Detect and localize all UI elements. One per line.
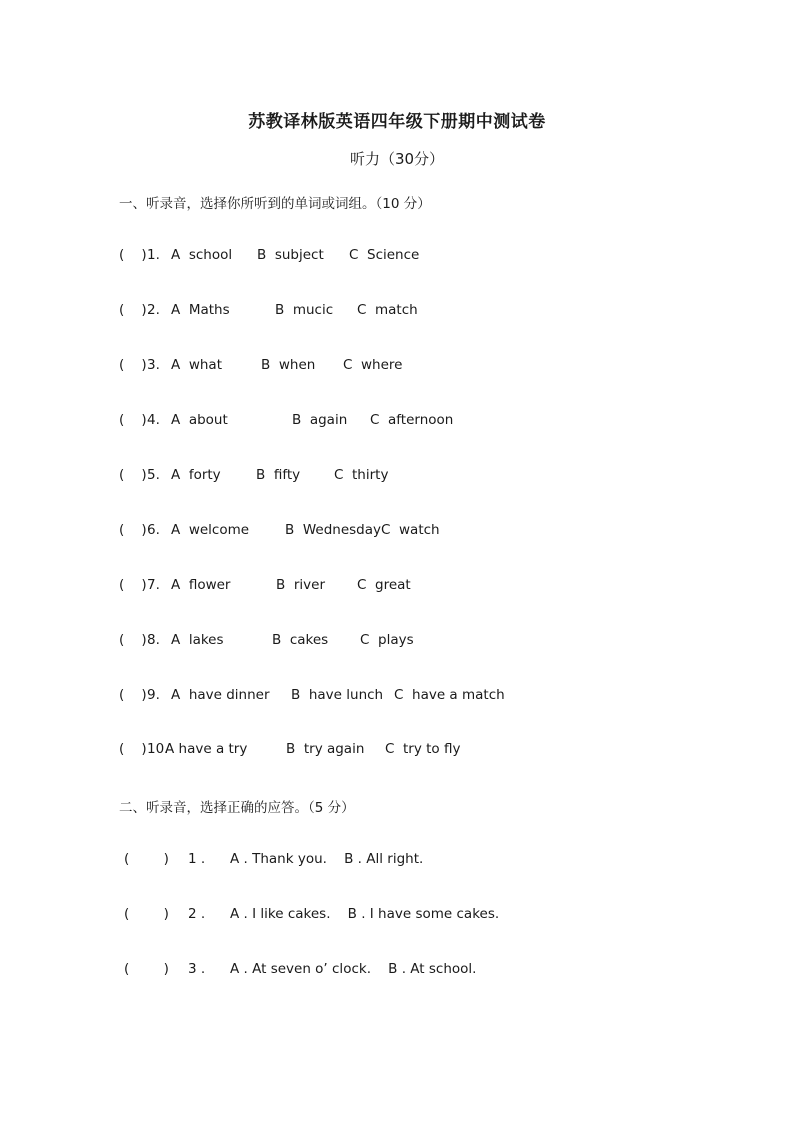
question-row — [119, 302, 418, 322]
question-row — [119, 412, 454, 432]
question-row — [119, 247, 420, 267]
question-row — [119, 357, 403, 377]
option-a: A forty — [171, 467, 221, 483]
option-a: A have dinner — [171, 687, 270, 703]
answer-blank[interactable]: ( ) — [124, 851, 169, 867]
question-number: 4. — [147, 412, 160, 428]
option-a: A Maths — [171, 302, 230, 318]
option-b: B when — [261, 357, 316, 373]
question-number: 5. — [147, 467, 160, 483]
answer-blank[interactable]: ( ) — [124, 906, 169, 922]
answer-options: A . I like cakes. B . I have some cakes. — [230, 906, 500, 922]
question-row — [124, 906, 500, 926]
option-b: B river — [276, 577, 325, 593]
option-b: B subject — [257, 247, 324, 263]
answer-blank[interactable]: ( ) — [119, 687, 147, 703]
question-number: 8. — [147, 632, 160, 648]
option-a: A have a try — [165, 741, 248, 757]
option-b: B have lunch — [291, 687, 384, 703]
answer-options: A . At seven o’ clock. B . At school. — [230, 961, 477, 977]
answer-blank[interactable]: ( ) — [119, 522, 147, 538]
option-b: B try again — [286, 741, 365, 757]
option-c: C great — [357, 577, 411, 593]
page-title: 苏教译林版英语四年级下册期中测试卷 — [248, 112, 546, 132]
option-c: C Science — [349, 247, 420, 263]
option-b: B WednesdayC watch — [285, 522, 440, 538]
option-a: A lakes — [171, 632, 224, 648]
question-number: 2. — [147, 302, 160, 318]
question-row — [119, 687, 505, 707]
option-b: B fifty — [256, 467, 301, 483]
option-a: A school — [171, 247, 233, 263]
page-subtitle: 听力（30分） — [349, 150, 445, 168]
option-c: C where — [343, 357, 403, 373]
question-number: 1. — [147, 247, 160, 263]
question-row — [124, 961, 477, 981]
option-c: C plays — [360, 632, 414, 648]
section-1-heading: 一、听录音，选择你所听到的单词或词组。（10 分） — [119, 196, 431, 212]
answer-blank[interactable]: ( ) — [119, 741, 147, 757]
question-number: 10. — [147, 741, 169, 757]
answer-blank[interactable]: ( ) — [119, 412, 147, 428]
question-number: 3. — [147, 357, 160, 373]
option-b: B mucic — [275, 302, 334, 318]
question-number: 6. — [147, 522, 160, 538]
option-c: C thirty — [334, 467, 389, 483]
answer-blank[interactable]: ( ) — [124, 961, 169, 977]
answer-blank[interactable]: ( ) — [119, 247, 147, 263]
question-row — [119, 577, 411, 597]
question-row — [119, 741, 461, 761]
option-c: C afternoon — [370, 412, 454, 428]
option-c: C try to fly — [385, 741, 461, 757]
answer-blank[interactable]: ( ) — [119, 577, 147, 593]
option-a: A welcome — [171, 522, 250, 538]
option-c: C match — [357, 302, 418, 318]
option-a: A flower — [171, 577, 231, 593]
answer-blank[interactable]: ( ) — [119, 632, 147, 648]
option-a: A what — [171, 357, 222, 373]
answer-blank[interactable]: ( ) — [119, 302, 147, 318]
option-b: B again — [292, 412, 348, 428]
answer-options: A . Thank you. B . All right. — [230, 851, 424, 867]
question-number: 1 . — [188, 851, 206, 867]
question-number: 9. — [147, 687, 160, 703]
question-row — [124, 851, 424, 871]
option-c: C have a match — [394, 687, 505, 703]
question-number: 2 . — [188, 906, 206, 922]
question-number: 3 . — [188, 961, 206, 977]
question-row — [119, 467, 389, 487]
option-a: A about — [171, 412, 228, 428]
question-row — [119, 522, 440, 542]
question-number: 7. — [147, 577, 160, 593]
section-2-heading: 二、听录音，选择正确的应答。（5 分） — [119, 800, 355, 816]
option-b: B cakes — [272, 632, 329, 648]
question-row — [119, 632, 414, 652]
answer-blank[interactable]: ( ) — [119, 467, 147, 483]
answer-blank[interactable]: ( ) — [119, 357, 147, 373]
